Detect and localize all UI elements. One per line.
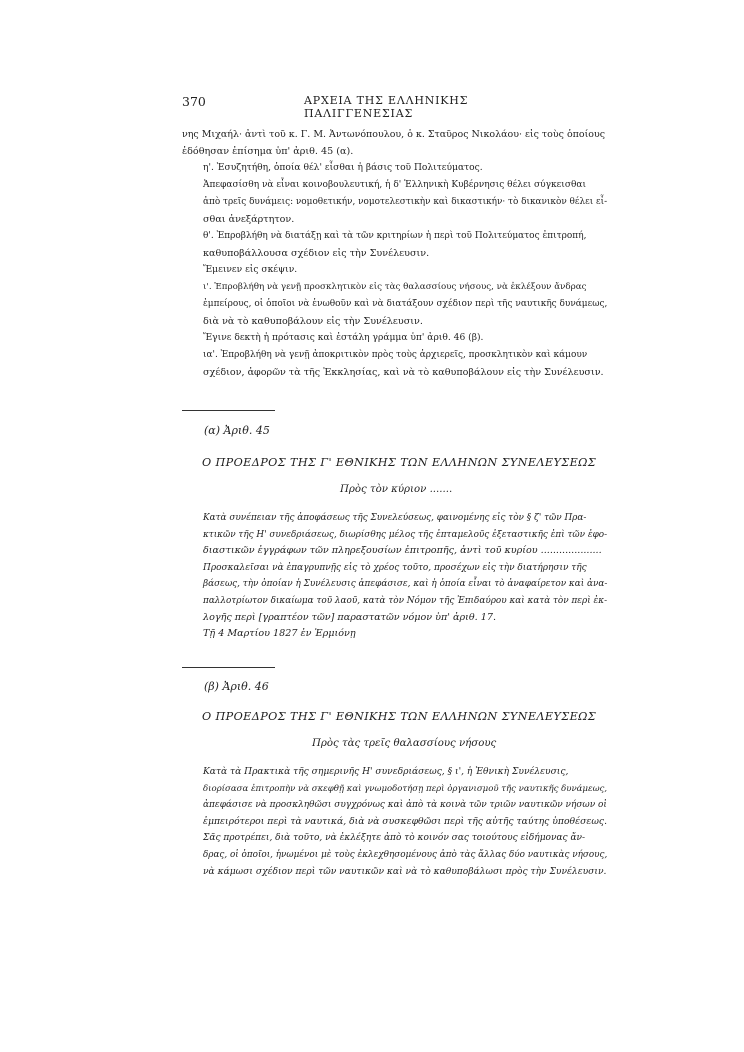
footnote-divider-b bbox=[182, 667, 275, 668]
document-a-paragraph-1: Κατὰ συνέπειαν τῆς ἀποφάσεως τῆς Συνελεύσεως, φαινομένης εἰς τὸν § ζ' τῶν Πρα- κτικῶν τῆς Η' συνεδριάσεως, διωρίσθης μέλος τῆς ἐπταμελοῦς ἐξεταστικῆς ἐπὶ τῶν ἐφο- διαστικῶν ἐγγράφων τῶν πληρεξουσίων ἐπιτροπῆς, ἀντὶ τοῦ κυρίου .................... bbox=[203, 513, 608, 557]
document-b-title: Ο ΠΡΟΕΔΡΟΣ ΤΗΣ Γ' ΕΘΝΙΚΗΣ ΤΩΝ ΕΛΛΗΝΩΝ ΣΥΝΕΛΕΥΣΕΩΣ bbox=[202, 710, 597, 723]
paragraph-item-ia: ια'. Ἐπροβλήθη νὰ γενῇ ἀποκριτικὸν πρὸς τοὺς ἀρχιερεῖς, προσκλητικὸν καὶ κάμουν σχέδιον, ἀφορῶν τὰ τῆς Ἐκκλησίας, καὶ νὰ τὸ καθυποβάλουν εἰς τὴν Συνέλευσιν. bbox=[203, 350, 604, 378]
document-a-date: Τῇ 4 Μαρτίου 1827 ἐν Ἑρμιόνῃ bbox=[203, 628, 356, 640]
document-b-address: Πρὸς τὰς τρεῖς θαλασσίους νήσους bbox=[312, 738, 497, 749]
document-a bbox=[182, 424, 606, 654]
paragraph-continuation: νης Μιχαήλ· ἀντὶ τοῦ κ. Γ. Μ. Ἀντωνόπουλου, ὁ κ. Σταῦρος Νικολάου· εἰς τοὺς ὁποίους ἐδόθησαν ἐπίσημα ὑπ' ἀριθ. 45 (α). bbox=[182, 129, 606, 157]
page-number: 370 bbox=[182, 94, 206, 109]
minutes-text bbox=[182, 126, 606, 381]
document-b-paragraph-1: Κατὰ τὰ Πρακτικὰ τῆς σημερινῆς Η' συνεδριάσεως, § ι', ἡ Ἐθνικὴ Συνέλευσις, διορίσασα ἐπιτροπὴν νὰ σκεφθῇ καὶ γνωμοδοτήσῃ περὶ ὀργανισμοῦ τῆς ναυτικῆς δυνάμεως, ἀπεφάσισε νὰ προσκληθῶσι συγχρόνως καὶ ἀπὸ τὰ κοινὰ τῶν τριῶν ναυτικῶν νήσων οἱ ἐμπειρότεροι περὶ τὰ ναυτικά, διὰ νὰ συσκεφθῶσι περὶ τῆς αὐτῆς ταύτης ὑποθέσεως. bbox=[203, 767, 608, 827]
document-a-label: (α) Ἀριθ. 45 bbox=[204, 424, 270, 437]
document-a-body bbox=[182, 510, 606, 643]
paragraph-accepted: Ἔγινε δεκτὴ ἡ πρότασις καὶ ἐστάλη γράμμα ὑπ' ἀριθ. 46 (β). bbox=[203, 333, 484, 343]
document-a-paragraph-2: Προσκαλεῖσαι νὰ ἐπαγρυπνῇς εἰς τὸ χρέος τοῦτο, προσέχων εἰς τὴν διατήρησιν τῆς βάσεως, τὴν ὁποίαν ἡ Συνέλευσις ἀπεφάσισε, καὶ ἡ ὁποία εἶναι τὸ ἀναφαίρετον καὶ ἀνα- παλλοτρίωτον δικαίωμα τοῦ λαοῦ, κατὰ τὸν Νόμον τῆς Ἐπιδαύρου καὶ κατὰ τὸν περὶ ἐκ- λογῆς περὶ [γραπτέον τῶν] παραστατῶν νόμον ὑπ' ἀριθ. 17. bbox=[203, 562, 608, 623]
document-b bbox=[182, 680, 606, 880]
paragraph-item-iota: ι'. Ἐπροβλήθη νὰ γενῇ προσκλητικὸν εἰς τὰς θαλασσίους νήσους, νὰ ἐκλέξουν ἄνδρας ἐμπείρους, οἱ ὁποῖοι νὰ ἑνωθοῦν καὶ νὰ διατάξουν σχέδιον περὶ τῆς ναυτικῆς δυνάμεως, διὰ νὰ τὸ καθυποβάλουν εἰς τὴν Συνέλευσιν. bbox=[203, 282, 608, 327]
paragraph-item-eta: η'. Ἐσυζητήθη, ὁποία θέλ' εἶσθαι ἡ βάσις τοῦ Πολιτεύματος. bbox=[203, 163, 483, 173]
running-title: ΑΡΧΕΙΑ ΤΗΣ ΕΛΛΗΝΙΚΗΣ ΠΑΛΙΓΓΕΝΕΣΙΑΣ bbox=[304, 94, 469, 120]
page-header bbox=[182, 94, 572, 120]
document-b-paragraph-2: Σᾶς προτρέπει, διὰ τοῦτο, νὰ ἐκλέξητε ἀπὸ τὸ κοινόν σας τοιούτους εἰδήμονας ἄν- δρας, οἱ ὁποῖοι, ἡνωμένοι μὲ τοὺς ἐκλεχθησομένους ἀπὸ τὰς ἄλλας δύο ναυτικὰς νήσους, νὰ κάμωσι σχέδιον περὶ τῶν ναυτικῶν καὶ νὰ τὸ καθυποβάλωσι πρὸς τὴν Συνέλευσιν. bbox=[203, 833, 608, 877]
paragraph-decision-constitution: Ἀπεφασίσθη νὰ εἶναι κοινοβουλευτική, ἡ δ' Ἑλληνικὴ Κυβέρνησις θέλει σύγκεισθαι ἀπὸ τρεῖς δυνάμεις: νομοθετικήν, νομοτελεστικὴν καὶ δικαστικήν· τὸ δικανικὸν θέλει εἶ- σθαι ἀνεξάρτητον. bbox=[203, 180, 608, 225]
paragraph-item-theta: θ'. Ἐπροβλήθη νὰ διατάξῃ καὶ τὰ τῶν κριτηρίων ἡ περὶ τοῦ Πολιτεύματος ἐπιτροπή, καθυποβάλλουσα σχέδιον εἰς τὴν Συνέλευσιν. bbox=[203, 231, 587, 259]
footnote-divider-a bbox=[182, 410, 275, 411]
paragraph-deferred: Ἔμεινεν εἰς σκέψιν. bbox=[203, 265, 298, 275]
document-b-body bbox=[182, 764, 606, 880]
document-a-title: Ο ΠΡΟΕΔΡΟΣ ΤΗΣ Γ' ΕΘΝΙΚΗΣ ΤΩΝ ΕΛΛΗΝΩΝ ΣΥΝΕΛΕΥΣΕΩΣ bbox=[202, 456, 597, 469]
document-a-address: Πρὸς τὸν κύριον ....... bbox=[340, 484, 453, 495]
document-b-label: (β) Ἀριθ. 46 bbox=[204, 680, 269, 693]
